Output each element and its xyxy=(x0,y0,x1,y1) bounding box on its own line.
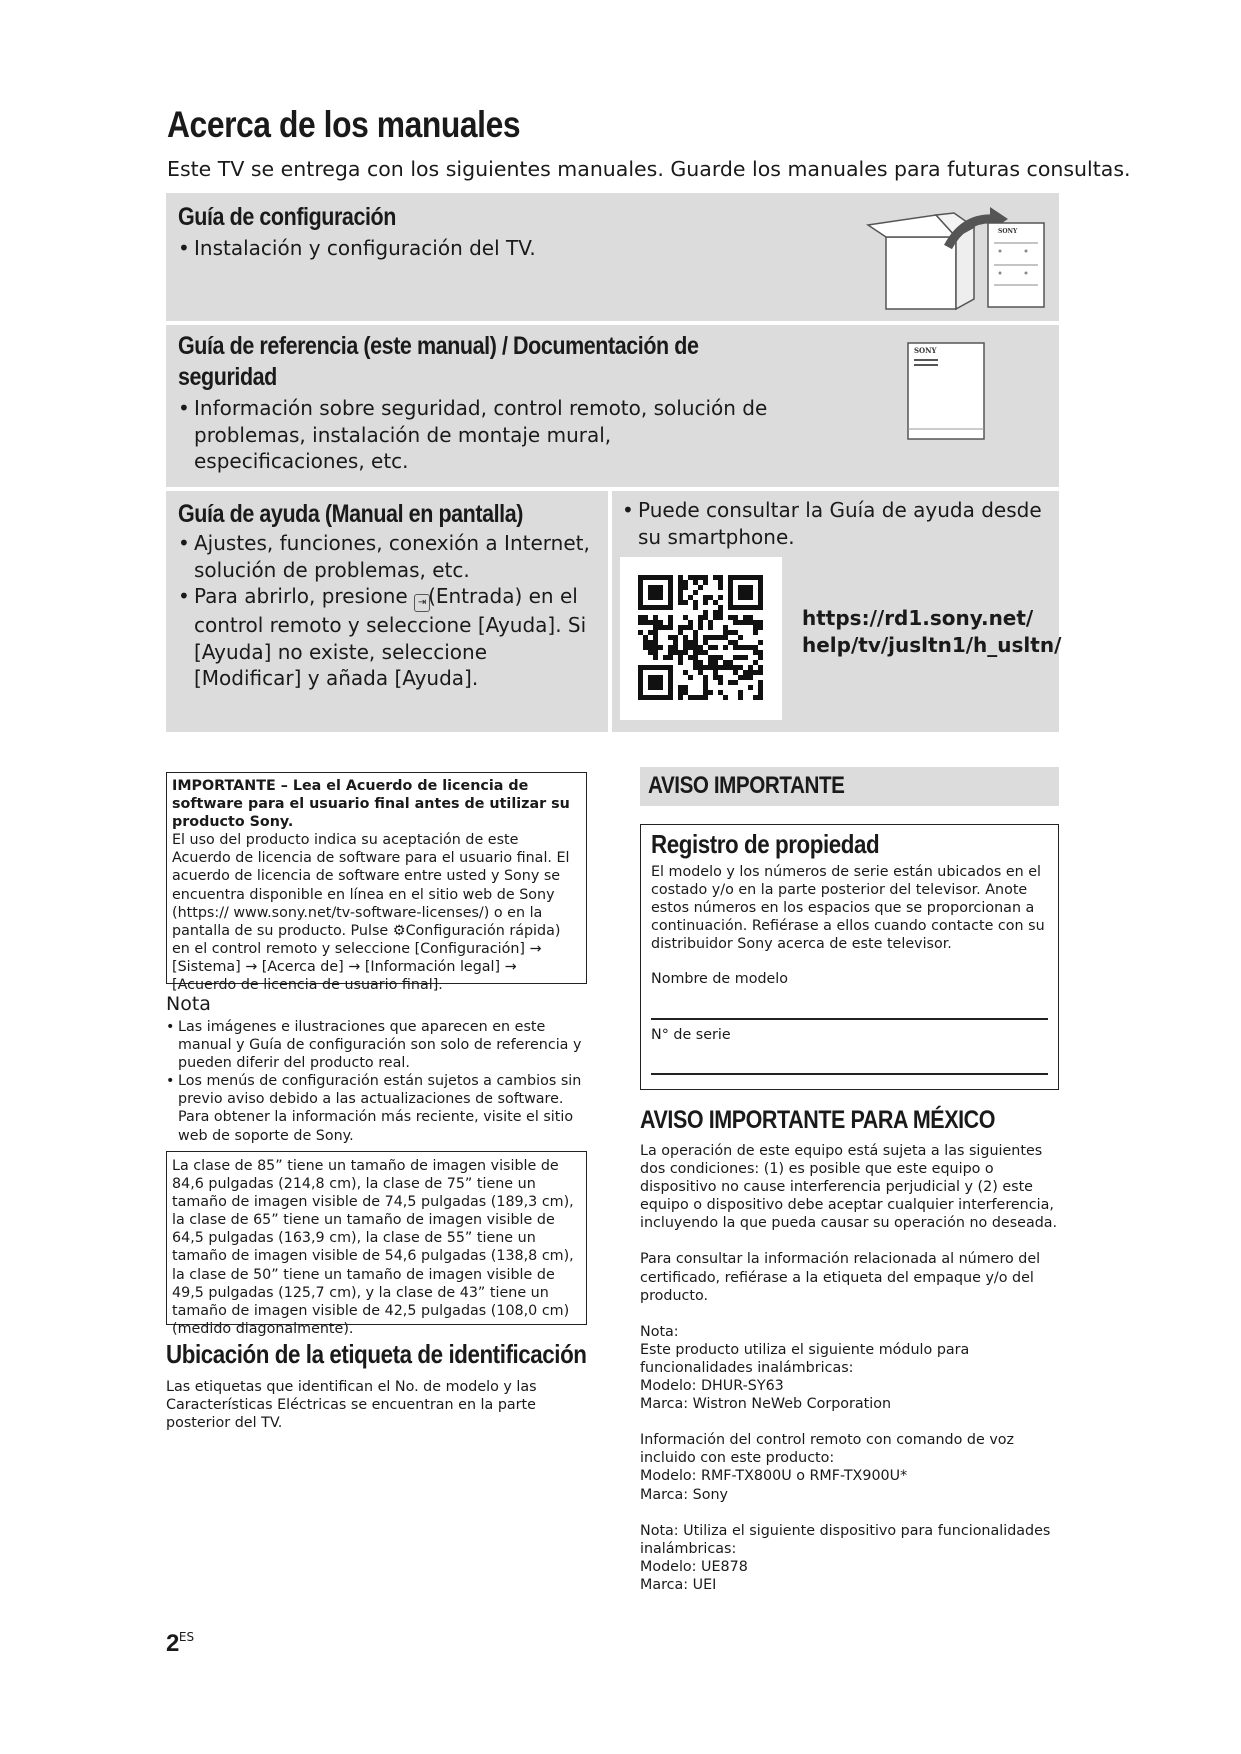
mexico-p5-l2: Modelo: UE878 xyxy=(640,1558,748,1575)
setup-guide-heading: Guía de configuración xyxy=(178,203,396,231)
label-location-text: Las etiquetas que identifican el No. de modelo y las Características Eléctricas se encuentran en la parte posterior del TV. xyxy=(166,1379,537,1432)
serial-line xyxy=(651,1073,1048,1075)
help-guide-item-1: • Ajustes, funciones, conexión a Internet, solución de problemas, etc. xyxy=(178,530,598,583)
reference-brand: SONY xyxy=(914,346,937,355)
mexico-p3-l3: Modelo: DHUR-SY63 xyxy=(640,1378,784,1395)
help-guide-smartphone-box xyxy=(612,491,1062,732)
help-url-line-2[interactable]: help/tv/jusltn1/h_usltn/ xyxy=(802,633,1062,657)
mexico-p3-l1: Nota: xyxy=(640,1323,679,1340)
help-url-line-1[interactable]: https://rd1.sony.net/ xyxy=(802,606,1034,630)
mexico-p3-l4: Marca: Wistron NeWeb Corporation xyxy=(640,1396,892,1413)
mexico-p4-l1: Información del control remoto con comando de voz incluido con este producto: xyxy=(640,1432,1015,1467)
reference-guide-item: • Información sobre seguridad, control remoto, solución de problemas, instalación de montaje mural, especificaciones, etc. xyxy=(178,395,768,475)
input-icon: ⇥ xyxy=(414,594,430,612)
screen-sizes-text: La clase de 85” tiene un tamaño de imagen visible de 84,6 pulgadas (214,8 cm), la clase de 75” tiene un tamaño de imagen visible de 74,5 pulgadas (189,3 cm), la clase de 65” tiene un tamaño de imagen visible de 64,5 pulgadas (163,9 cm), la clase de 55” tiene un tamaño de imagen visible de 54,6 pulgadas (138,8 cm), la clase de 50” tiene un tamaño de imagen visible de 49,5 pulgadas (125,7 cm), y la clase de 43” tiene un tamaño de imagen visible de 42,5 pulgadas (108,0 cm) (medido diagonalmente). xyxy=(172,1158,574,1337)
model-name-line xyxy=(651,1018,1048,1020)
serial-label: N° de serie xyxy=(651,1027,731,1043)
mexico-p4-l3: Marca: Sony xyxy=(640,1486,728,1503)
note-item-1: • Las imágenes e ilustraciones que aparecen en este manual y Guía de configuración son solo de referencia y pueden diferir del producto real. xyxy=(166,1018,590,1072)
registro-text: El modelo y los números de serie están ubicados en el costado y/o en la parte posterior del televisor. Anote estos números en los espacios que se proporcionan a continuación. Refiérase a ellos cuando contacte con su distribuidor Sony acerca de este televisor. xyxy=(651,864,1045,953)
aviso-header-bar xyxy=(640,767,1059,806)
label-location-heading: Ubicación de la etiqueta de identificación xyxy=(166,1339,587,1369)
qr-code xyxy=(620,557,782,720)
mexico-p5-l3: Marca: UEI xyxy=(640,1576,717,1593)
page-number: $2^{ES}$ xyxy=(166,1630,195,1657)
license-text: El uso del producto indica su aceptación de este Acuerdo de licencia de software para el usuario final. El acuerdo de licencia de software entre usted y Sony se encuentra disponible en línea en el sitio web de Sony (https:// www.sony.net/tv-software-licenses/) o en la pantalla de su producto. Pulse ⚙Configuración rápida) en el control remoto y seleccione [Configuración] → [Sistema] → [Acerca de] → [Información legal] → [Acuerdo de licencia de usuario final]. xyxy=(172,832,570,994)
mexico-p5-l1: Nota: Utiliza el siguiente dispositivo para funcionalidades inalámbricas: xyxy=(640,1522,1051,1557)
reference-guide-heading: Guía de referencia (este manual) / Documentación de seguridad xyxy=(178,332,699,391)
mexico-p4-l2: Modelo: RMF-TX800U o RMF-TX900U* xyxy=(640,1468,908,1485)
mexico-heading: AVISO IMPORTANTE PARA MÉXICO xyxy=(640,1106,996,1134)
manual-document-icon xyxy=(906,341,986,441)
screen-sizes-box xyxy=(166,1151,587,1337)
setup-guide-item: • Instalación y configuración del TV. xyxy=(178,235,878,262)
note-item-3: Para obtener la información más reciente, visite el sitio web de soporte de Sony. xyxy=(178,1109,574,1144)
registro-heading: Registro de propiedad xyxy=(651,829,880,859)
mexico-p3-l2: Este producto utiliza el siguiente módulo para funcionalidades inalámbricas: xyxy=(640,1341,970,1376)
help-guide-box xyxy=(166,491,608,732)
box-and-manual-icon xyxy=(856,207,1046,315)
ownership-record-box xyxy=(640,824,1059,1090)
intro-text: Este TV se entrega con los siguientes manuales. Guarde los manuales para futuras consultas. xyxy=(167,157,1131,181)
setup-guide-box xyxy=(166,193,1059,321)
help-guide-item-2: • Para abrirlo, presione ⇥(Entrada) en el control remoto y seleccione [Ayuda]. Si [Ayuda] no existe, seleccione [Modificar] y añada [Ayuda]. xyxy=(178,583,598,692)
setup-brand: SONY xyxy=(998,228,1018,235)
note-heading: Nota xyxy=(166,993,211,1015)
smartphone-item: • Puede consultar la Guía de ayuda desde su smartphone. xyxy=(622,497,1042,550)
help-guide-heading: Guía de ayuda (Manual en pantalla) xyxy=(178,500,523,528)
gear-icon: ⚙ xyxy=(392,922,406,939)
license-bold: IMPORTANTE – Lea el Acuerdo de licencia de software para el usuario final antes de utilizar su producto Sony. xyxy=(172,778,570,831)
reference-guide-box xyxy=(166,325,1059,487)
page-title: Acerca de los manuales xyxy=(167,104,521,145)
note-item-2: • Los menús de configuración están sujetos a cambios sin previo aviso debido a las actualizaciones de software. xyxy=(166,1072,590,1108)
aviso-heading: AVISO IMPORTANTE xyxy=(648,772,845,799)
mexico-p2: Para consultar la información relacionada al número del certificado, refiérase a la etiqueta del empaque y/o del producto. xyxy=(640,1251,1041,1304)
license-notice-box xyxy=(166,772,587,994)
mexico-p1: La operación de este equipo está sujeta a las siguientes dos condiciones: (1) es posible que este equipo o dispositivo no cause interferencia perjudicial y (2) este equipo o dispositivo debe aceptar cualquier interferencia, incluyendo la que pueda causar su operación no deseada. xyxy=(640,1143,1058,1232)
model-name-label: Nombre de modelo xyxy=(651,971,789,987)
